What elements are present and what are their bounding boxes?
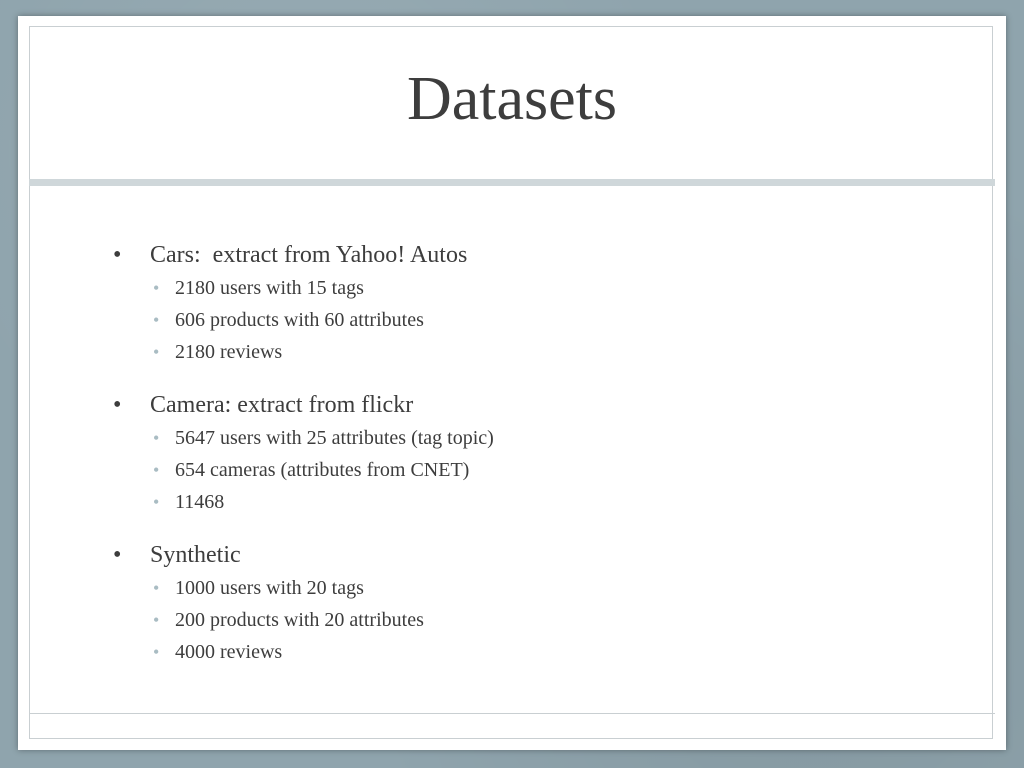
sub-bullet-item bbox=[150, 272, 930, 304]
sub-bullet-text: 2180 reviews bbox=[175, 341, 283, 363]
sub-bullet-item bbox=[150, 572, 930, 604]
sub-bullet-text: 200 products with 20 attributes bbox=[175, 609, 424, 631]
sub-bullet-item bbox=[150, 636, 930, 668]
sub-bullet-text: 4000 reviews bbox=[175, 641, 283, 663]
sub-bullet-text: 2180 users with 15 tags bbox=[175, 277, 364, 299]
bullet-dot-icon: • bbox=[113, 242, 122, 268]
sub-bullet-item bbox=[150, 336, 930, 368]
sub-bullet-dot-icon: • bbox=[153, 578, 160, 598]
sub-bullet-dot-icon: • bbox=[153, 428, 160, 448]
bullet-dot-icon: • bbox=[113, 542, 122, 568]
slide-title: Datasets bbox=[406, 65, 618, 133]
sub-bullet-list bbox=[150, 572, 930, 668]
sub-bullet-dot-icon: • bbox=[153, 610, 160, 630]
slide-content bbox=[110, 238, 930, 688]
sub-bullet-dot-icon: • bbox=[153, 642, 160, 662]
sub-bullet-list bbox=[150, 422, 930, 518]
sub-bullet-dot-icon: • bbox=[153, 460, 160, 480]
sub-bullet-text: 1000 users with 20 tags bbox=[175, 577, 364, 599]
sub-bullet-text: 11468 bbox=[175, 491, 225, 513]
sub-bullet-item bbox=[150, 604, 930, 636]
footer-divider bbox=[29, 713, 995, 714]
sub-bullet-item bbox=[150, 454, 930, 486]
sub-bullet-item bbox=[150, 304, 930, 336]
bullet-text: Synthetic bbox=[150, 542, 241, 568]
bullet-text: Camera: extract from flickr bbox=[150, 392, 414, 418]
sub-bullet-item bbox=[150, 486, 930, 518]
bullet-item-camera bbox=[110, 388, 930, 518]
sub-bullet-text: 606 products with 60 attributes bbox=[175, 309, 424, 331]
sub-bullet-text: 5647 users with 25 attributes (tag topic) bbox=[175, 427, 494, 449]
sub-bullet-text: 654 cameras (attributes from CNET) bbox=[175, 459, 470, 481]
bullet-item-synthetic bbox=[110, 538, 930, 668]
sub-bullet-item bbox=[150, 422, 930, 454]
sub-bullet-list bbox=[150, 272, 930, 368]
sub-bullet-dot-icon: • bbox=[153, 278, 160, 298]
bullet-list bbox=[110, 238, 930, 668]
bullet-text: Cars: extract from Yahoo! Autos bbox=[150, 242, 468, 268]
bullet-dot-icon: • bbox=[113, 392, 122, 418]
sub-bullet-dot-icon: • bbox=[153, 492, 160, 512]
title-divider bbox=[29, 179, 995, 186]
bullet-item-cars bbox=[110, 238, 930, 368]
sub-bullet-dot-icon: • bbox=[153, 342, 160, 362]
slide bbox=[18, 16, 1006, 750]
sub-bullet-dot-icon: • bbox=[153, 310, 160, 330]
